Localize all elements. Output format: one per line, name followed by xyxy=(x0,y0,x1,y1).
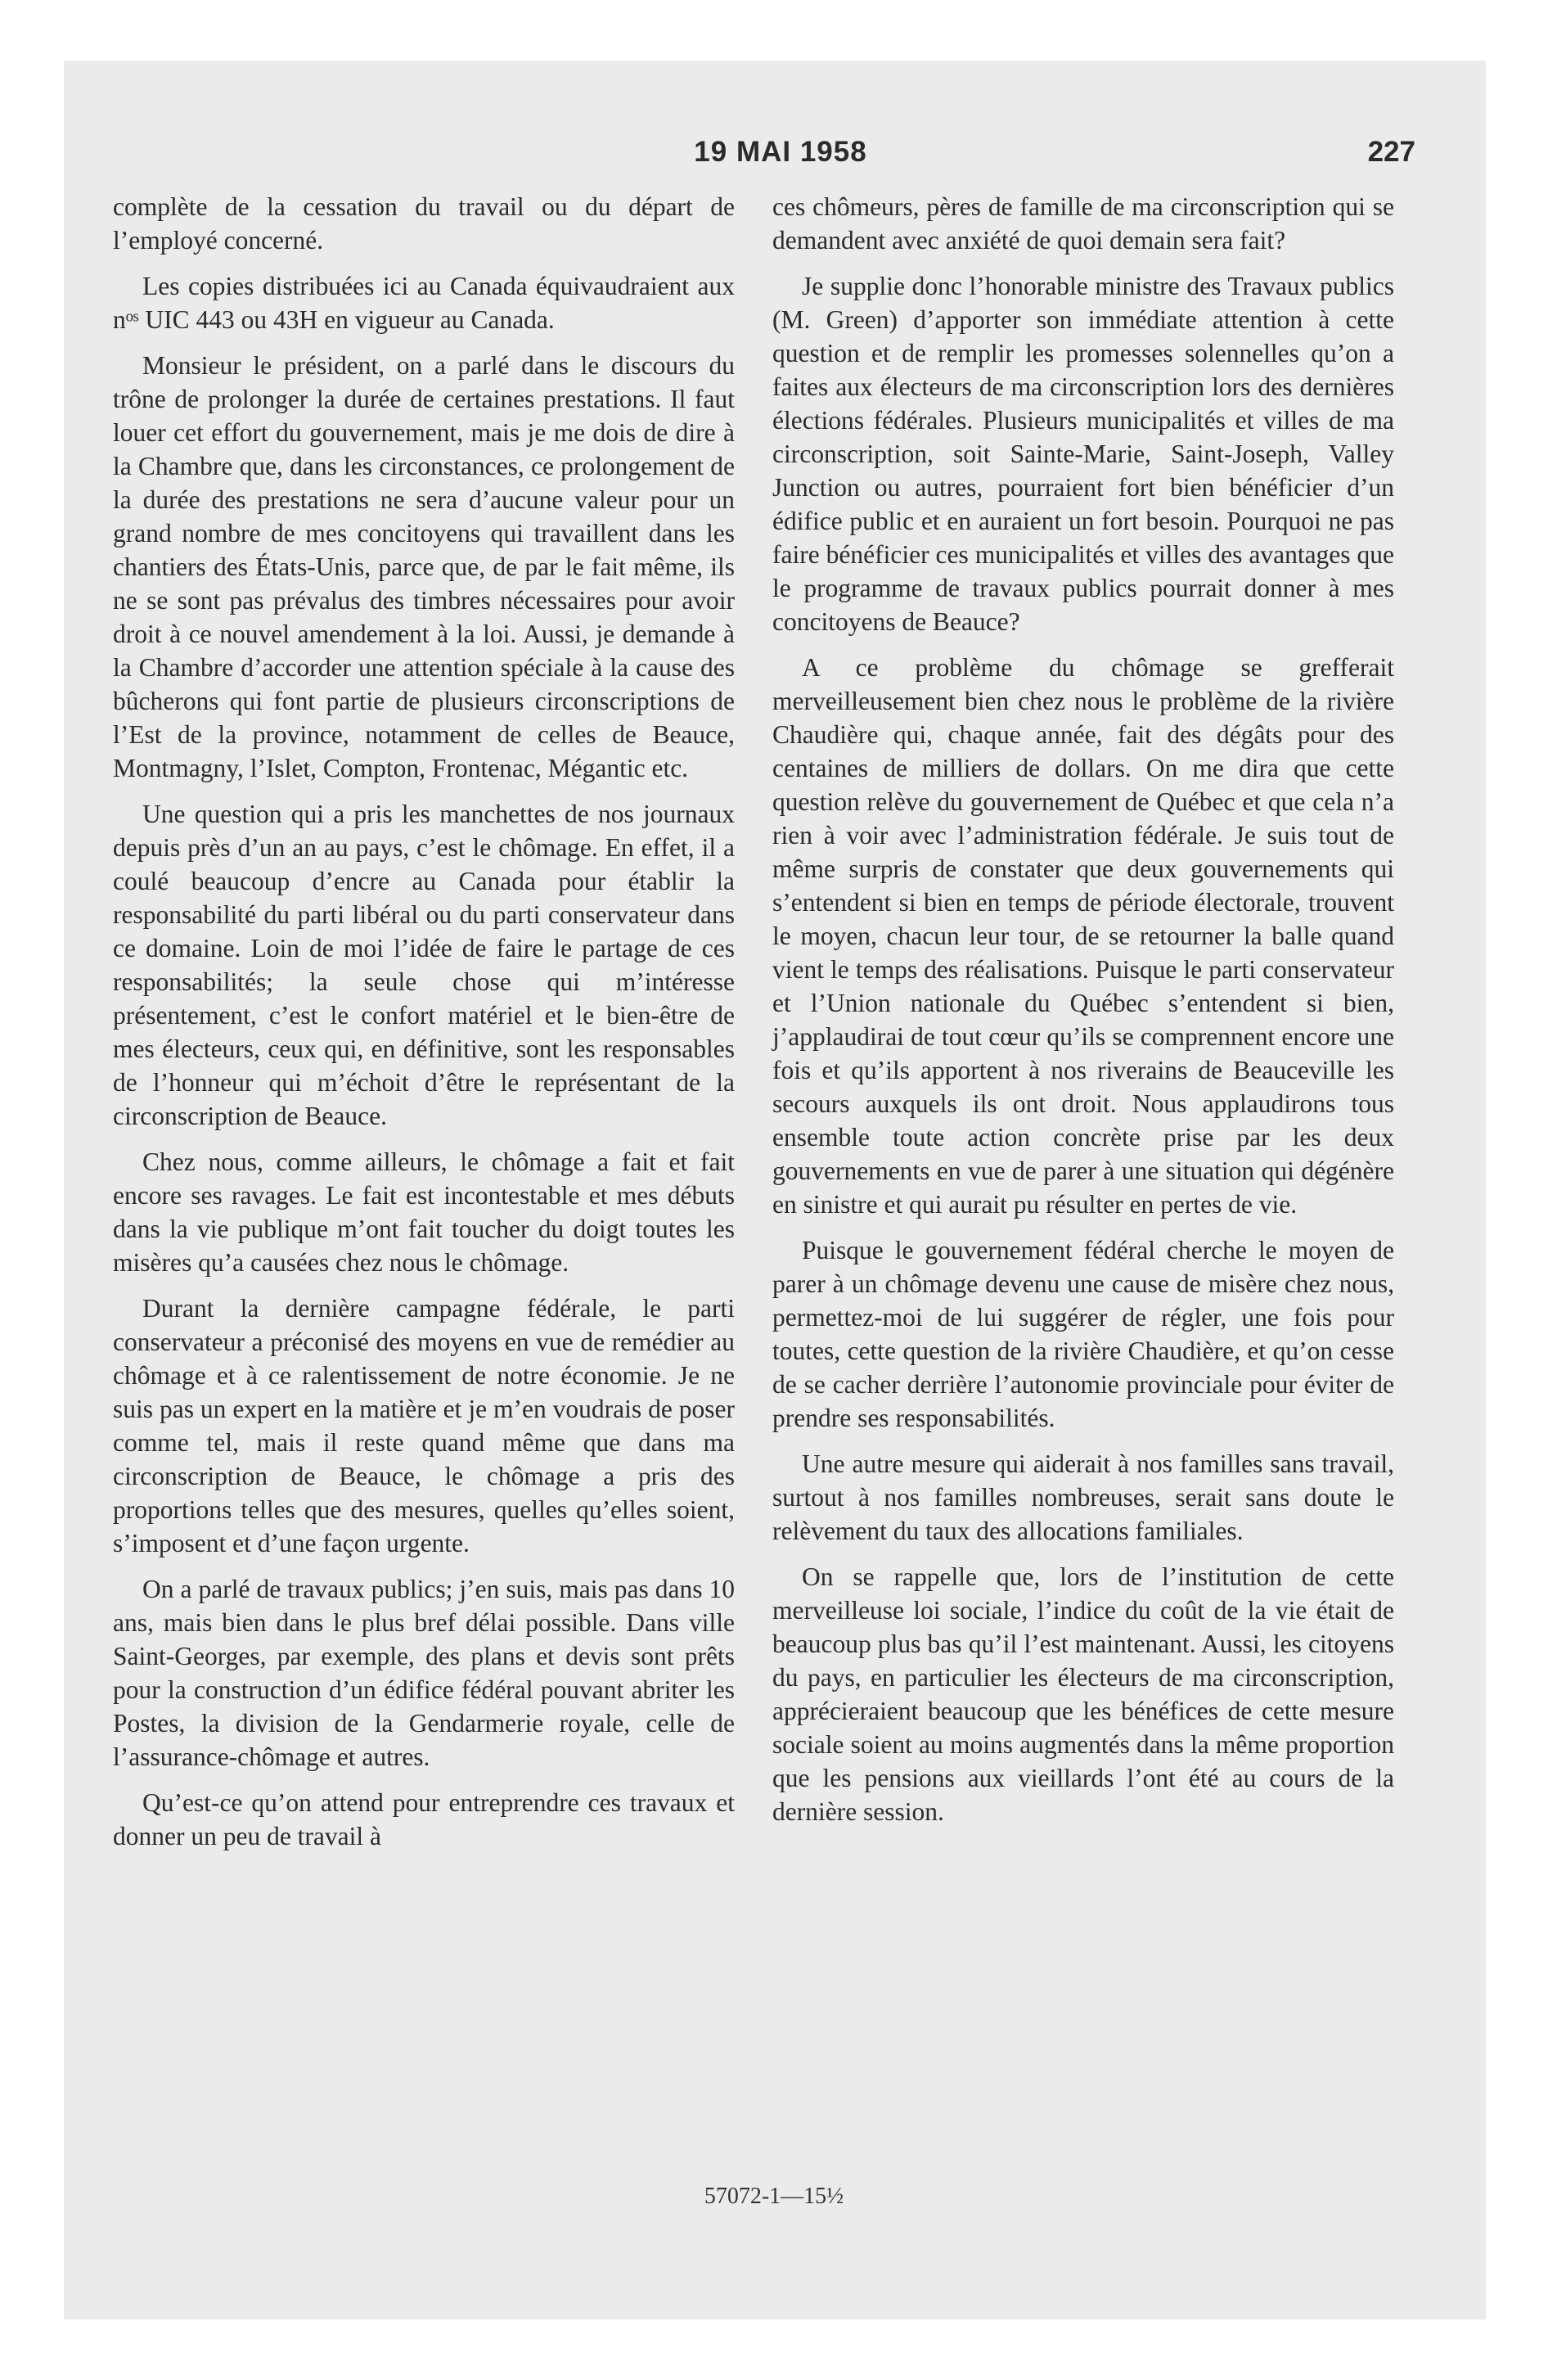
paragraph: A ce problème du chômage se grefferait merveilleusement bien chez nous le problème de la rivière Chaudière qui, chaque année, fait des dégâts pour des centaines de milliers de dollars. On me dira que cette question relève du gouvernement de Québec et que cela n’a rien à voir avec l’administration fédérale. Je suis tout de même surpris de constater que deux gouvernements qui s’entendent si bien en temps de période électorale, trouvent le moyen, chacun leur tour, de se retourner la balle quand vient le temps des réalisations. Puisque le parti conservateur et l’Union nationale du Québec s’entendent si bien, j’applaudirai de tout cœur qu’ils se comprennent encore une fois et qu’ils apportent à nos riverains de Beauceville les secours auxquels ils ont droit. Nous applaudirons tous ensemble toute action concrète prise par les deux gouvernements en vue de parer à une situation qui dégénère en sinistre et qui aurait pu résulter en pertes de vie. xyxy=(772,653,1394,1219)
paragraph: Puisque le gouvernement fédéral cherche le moyen de parer à un chômage devenu une cause de misère chez nous, permettez-moi de lui suggérer de régler, une fois pour toutes, cette question de la rivière Chaudière, et qu’on cesse de se cacher derrière l’autonomie provinciale pour éviter de prendre ses responsabilités. xyxy=(772,1236,1394,1432)
paragraph: On se rappelle que, lors de l’institution de cette merveilleuse loi sociale, l’indice du coût de la vie était de beaucoup plus bas qu’il l’est maintenant. Aussi, les citoyens du pays, en particulier les électeurs de ma circonscription, apprécieraient beaucoup que les bénéfices de cette mesure sociale soient au moins augmentés dans la même proportion que les pensions aux vieillards l’ont été au cours de la dernière session. xyxy=(772,1562,1394,1826)
left-column xyxy=(113,190,735,1865)
header-date: 19 MAI 1958 xyxy=(694,136,867,168)
paragraph: Monsieur le président, on a parlé dans le discours du trône de prolonger la durée de certaines prestations. Il faut louer cet effort du gouvernement, mais je me dois de dire à la Chambre que, dans les circonstances, ce prolongement de la durée des prestations ne sera d’aucune valeur pour un grand nombre de mes concitoyens qui travaillent dans les chantiers des États-Unis, parce que, de par le fait même, ils ne se sont pas prévalus des timbres nécessaires pour avoir droit à ce nouvel amendement à la loi. Aussi, je demande à la Chambre d’accorder une attention spéciale à la cause des bûcherons qui font partie de plusieurs circonscriptions de l’Est de la province, notamment de celles de Beauce, Montmagny, l’Islet, Compton, Frontenac, Mégantic etc. xyxy=(113,351,735,782)
paragraph: Je supplie donc l’honorable ministre des Travaux publics (M. Green) d’apporter son immédiate attention à cette question et de remplir les promesses solennelles qu’on a faites aux électeurs de ma circonscription lors des dernières élections fédérales. Plusieurs municipalités et villes de ma circonscription, soit Sainte-Marie, Saint-Joseph, Valley Junction ou autres, pourraient fort bien bénéficier d’un édifice public et en auraient un fort besoin. Pourquoi ne pas faire bénéficier ces municipalités et villes des avantages que le programme de travaux publics pourrait donner à mes concitoyens de Beauce? xyxy=(772,272,1394,636)
print-code: 57072-1—15½ xyxy=(704,2184,844,2209)
paragraph: Durant la dernière campagne fédérale, le parti conservateur a préconisé des moyens en vue de remédier au chômage et à ce ralentissement de notre économie. Je ne suis pas un expert en la matière et je m’en voudrais de poser comme tel, mais il reste quand même que dans ma circonscription de Beauce, le chômage a pris des proportions telles que des mesures, quelles qu’elles soient, s’imposent et d’une façon urgente. xyxy=(113,1294,735,1557)
paragraph: complète de la cessation du travail ou du départ de l’employé concerné. xyxy=(113,192,735,255)
paragraph: Une question qui a pris les manchettes de nos journaux depuis près d’un an au pays, c’est le chômage. En effet, il a coulé beaucoup d’encre au Canada pour établir la responsabilité du parti libéral ou du parti conservateur dans ce domaine. Loin de moi l’idée de faire le partage de ces responsabilités; la seule chose qui m’intéresse présentement, c’est le confort matériel et le bien-être de mes électeurs, ceux qui, en définitive, sont les responsables de l’honneur qui m’échoit d’être le représentant de la circonscription de Beauce. xyxy=(113,800,735,1130)
paragraph: On a parlé de travaux publics; j’en suis, mais pas dans 10 ans, mais bien dans le plus bref délai possible. Dans ville Saint-Georges, par exemple, des plans et devis sont prêts pour la construction d’un édifice fédéral pouvant abriter les Postes, la division de la Gendarmerie royale, celle de l’assurance-chômage et autres. xyxy=(113,1575,735,1771)
paragraph: Chez nous, comme ailleurs, le chômage a fait et fait encore ses ravages. Le fait est incontestable et mes débuts dans la vie publique m’ont fait toucher du doigt toutes les misères qu’a causées chez nous le chômage. xyxy=(113,1147,735,1277)
paragraph: Une autre mesure qui aiderait à nos familles sans travail, surtout à nos familles nombreuses, serait sans doute le relèvement du taux des allocations familiales. xyxy=(772,1449,1394,1545)
page-number: 227 xyxy=(1367,136,1415,168)
right-column xyxy=(772,190,1394,1841)
page-header xyxy=(146,133,1415,174)
paragraph: ces chômeurs, pères de famille de ma circonscription qui se demandent avec anxiété de quoi demain sera fait? xyxy=(772,192,1394,255)
paragraph: Qu’est-ce qu’on attend pour entreprendre ces travaux et donner un peu de travail à xyxy=(113,1788,735,1850)
paragraph: Les copies distribuées ici au Canada équivaudraient aux nᵒˢ UIC 443 ou 43H en vigueur au Canada. xyxy=(113,272,735,334)
